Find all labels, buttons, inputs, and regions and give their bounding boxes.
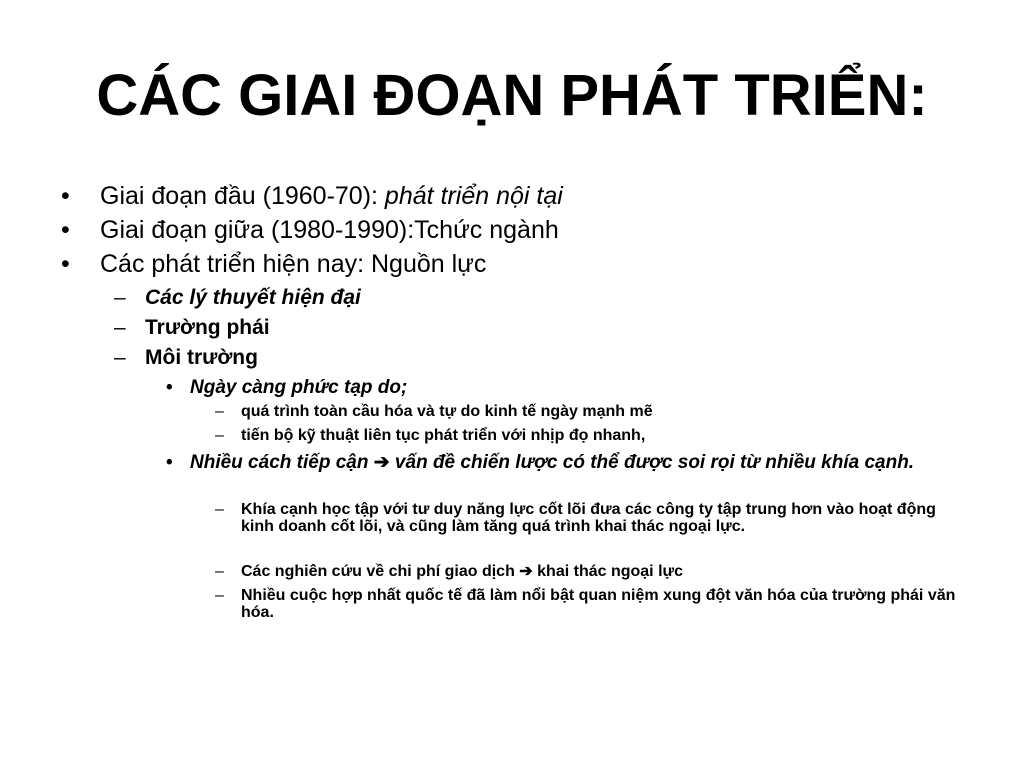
slide-title: CÁC GIAI ĐOẠN PHÁT TRIỂN: <box>96 63 928 128</box>
bullet-text: Giai đoạn giữa (1980-1990):Tchức ngành <box>100 216 559 244</box>
bullet-dot: • <box>166 452 173 473</box>
level4-bullet-core-competence <box>215 501 971 535</box>
sub-bullet-text: Trường phái <box>145 316 270 339</box>
arrow-right-icon: ➔ <box>373 452 390 473</box>
level3-bullet-complexity <box>166 377 408 399</box>
bullet-item-middle-stage <box>61 214 559 246</box>
level4-text: Khía cạnh học tập với tư duy năng lực cốt lõi đưa các công ty tập trung hơn vào hoạt động kinh doanh cốt lõi, và cũng làm tăng quá trình khai thác ngoại lực. <box>241 501 936 535</box>
level4-bullet-mergers <box>215 587 961 621</box>
dash-marker: – <box>215 587 224 604</box>
bullet-dot: • <box>61 216 70 244</box>
level4-text: quá trình toàn cầu hóa và tự do kinh tế ngày mạnh mẽ <box>241 403 653 420</box>
sub-bullet-schools <box>114 314 270 342</box>
level4-text-after: khai thác ngoại lực <box>532 563 683 580</box>
level4-text: Nhiều cuộc hợp nhất quốc tế đã làm nổi bật quan niệm xung đột văn hóa của trường phái văn hóa. <box>241 587 956 621</box>
level4-bullet-tech-progress <box>215 427 646 444</box>
sub-bullet-environment <box>114 344 258 372</box>
level3-text-before: Nhiều cách tiếp cận <box>190 452 374 473</box>
bullet-dot: • <box>166 377 173 398</box>
bullet-item-current-stage <box>61 248 487 280</box>
sub-bullet-text: Môi trường <box>145 346 258 369</box>
sub-bullet-text: Các lý thuyết hiện đại <box>145 286 361 309</box>
level4-bullet-globalization <box>215 403 653 420</box>
bullet-text: Giai đoạn đầu (1960-70): <box>100 182 385 210</box>
arrow-right-icon: ➔ <box>519 563 533 580</box>
level4-bullet-transaction-cost <box>215 563 683 580</box>
dash-marker: – <box>114 316 126 339</box>
level3-text-after: vấn đề chiến lược có thể được soi rọi từ nhiều khía cạnh. <box>389 452 915 473</box>
level3-text: Ngày càng phức tạp do; <box>190 377 408 398</box>
bullet-text: Các phát triển hiện nay: Nguồn lực <box>100 250 487 278</box>
dash-marker: – <box>215 563 224 580</box>
bullet-dot: • <box>61 250 70 278</box>
bullet-emphasis: phát triển nội tại <box>384 182 563 210</box>
bullet-dot: • <box>61 182 70 210</box>
sub-bullet-modern-theories <box>114 284 361 312</box>
dash-marker: – <box>114 286 126 309</box>
level4-text: tiến bộ kỹ thuật liên tục phát triển với nhịp đọ nhanh, <box>241 427 646 444</box>
dash-marker: – <box>215 501 224 518</box>
bullet-item-early-stage <box>61 180 563 212</box>
level4-text-before: Các nghiên cứu về chi phí giao dịch <box>241 563 520 580</box>
dash-marker: – <box>114 346 126 369</box>
dash-marker: – <box>215 427 224 444</box>
level3-bullet-approaches <box>166 452 960 474</box>
dash-marker: – <box>215 403 224 420</box>
